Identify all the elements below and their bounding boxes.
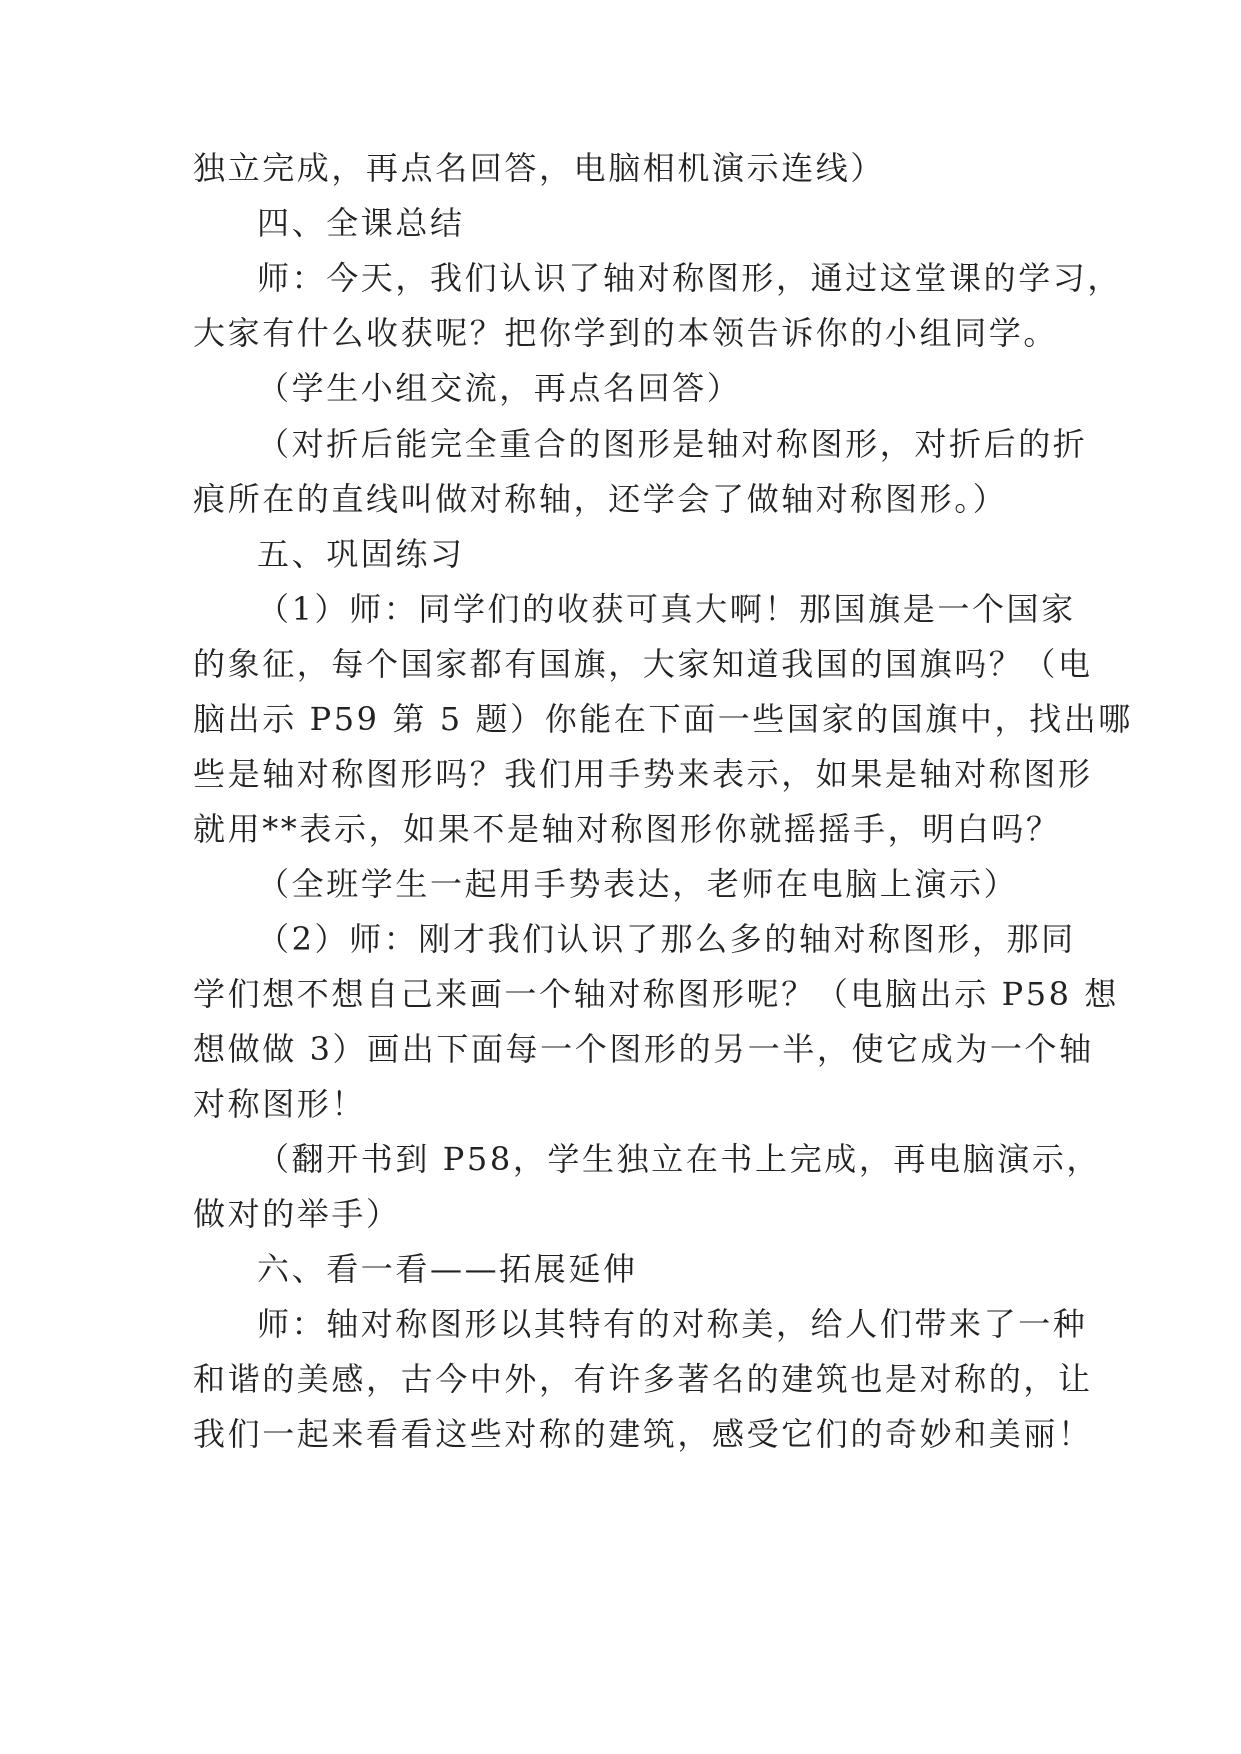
paragraph-line: 想做做 3）画出下面每一个图形的另一半，使它成为一个轴 [193, 1030, 1094, 1068]
paragraph-line: 独立完成，再点名回答，电脑相机演示连线） [193, 149, 886, 187]
paragraph-line: 做对的举手） [193, 1195, 401, 1233]
paragraph-line: （2）师：刚才我们认识了那么多的轴对称图形，那同 [257, 920, 1076, 958]
section-heading: 六、看一看——拓展延伸 [257, 1250, 638, 1288]
paragraph-line: 痕所在的直线叫做对称轴，还学会了做轴对称图形。） [193, 480, 1008, 518]
paragraph-line: 大家有什么收获呢？把你学到的本领告诉你的小组同学。 [193, 314, 1059, 352]
paragraph-line: （翻开书到 P58，学生独立在书上完成，再电脑演示， [257, 1140, 1102, 1178]
paragraph-line: 就用**表示，如果不是轴对称图形你就摇摇手，明白吗？ [193, 810, 1061, 848]
paragraph-line: 和谐的美感，古今中外，有许多著名的建筑也是对称的，让 [193, 1360, 1093, 1398]
section-heading: 五、巩固练习 [257, 535, 465, 573]
paragraph-line: 的象征，每个国家都有国旗，大家知道我国的国旗吗？（电 [193, 645, 1093, 683]
paragraph-line: （1）师：同学们的收获可真大啊！那国旗是一个国家 [257, 590, 1076, 628]
paragraph-line: 些是轴对称图形吗？我们用手势来表示，如果是轴对称图形 [193, 755, 1093, 793]
paragraph-line: （全班学生一起用手势表达，老师在电脑上演示） [257, 865, 1019, 903]
paragraph-line: 师：轴对称图形以其特有的对称美，给人们带来了一种 [257, 1305, 1088, 1343]
section-heading: 四、全课总结 [257, 204, 465, 242]
paragraph-line: 学们想不想自己来画一个轴对称图形呢？（电脑出示 P58 想 [193, 975, 1119, 1013]
paragraph-line: 对称图形！ [193, 1085, 367, 1123]
paragraph-line: 脑出示 P59 第 5 题）你能在下面一些国家的国旗中，找出哪 [193, 700, 1133, 738]
paragraph-line: 师：今天，我们认识了轴对称图形，通过这堂课的学习， [257, 259, 1123, 297]
paragraph-line: 我们一起来看看这些对称的建筑，感受它们的奇妙和美丽！ [193, 1415, 1093, 1453]
paragraph-line: （学生小组交流，再点名回答） [257, 369, 742, 407]
paragraph-line: （对折后能完全重合的图形是轴对称图形，对折后的折 [257, 425, 1088, 463]
